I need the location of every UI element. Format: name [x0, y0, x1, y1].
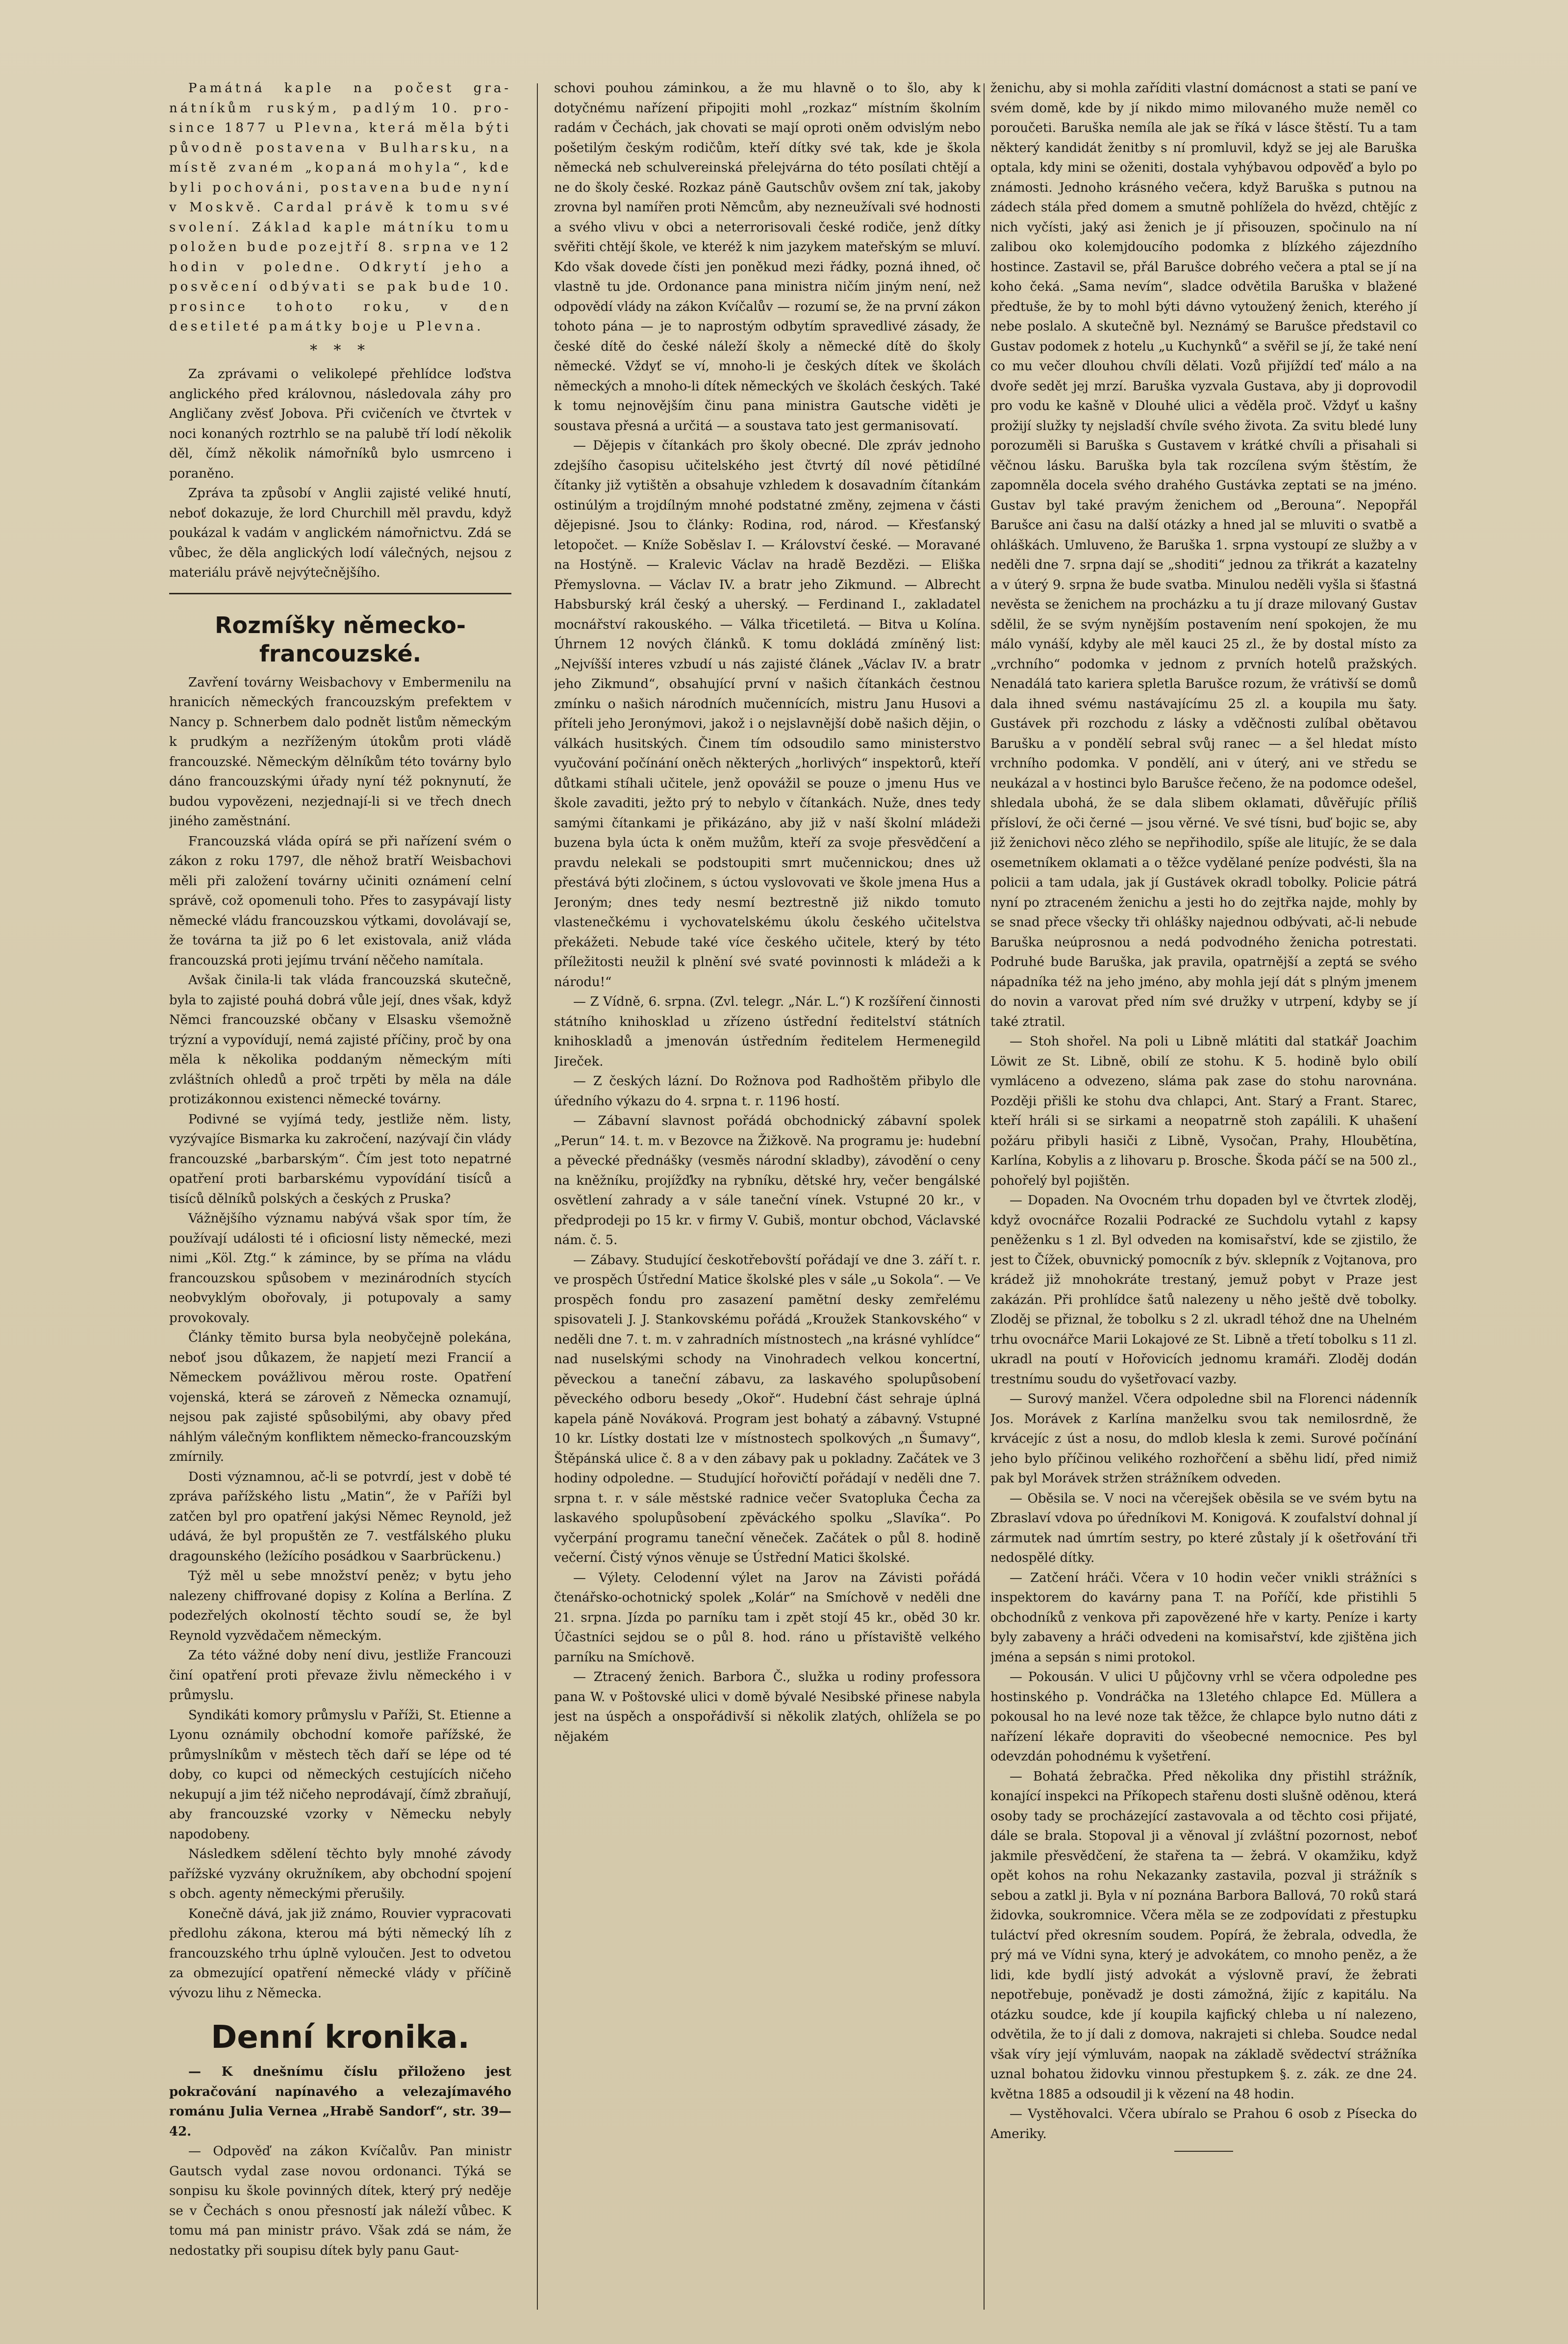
- end-rule: [1174, 2151, 1233, 2152]
- paragraph-english-fleet-cont: Zpráva ta způsobí v Anglii zajisté veliké hnutí, neboť dokazuje, že lord Churchill měl pravdu, když poukázal k vadám v anglickém námořnictvu. Zdá se vůbec, že děla anglických lodí válečných, nejsou z materiálu právě nejvýtečnějšího.: [169, 486, 511, 580]
- section-divider-stars: * * *: [309, 341, 371, 359]
- article-paragraph: Vážnějšího významu nabývá však spor tím, že používají události té i oficiosní listy německé, mezi nimi „Köl. Ztg.“ k zámince, by se příma na vládu francouzskou spůsobem v mezinárodních stycích neobvyklým obořovaly, ji potupovaly a samy provokovaly.: [169, 1211, 511, 1325]
- article-paragraph: Syndikáti komory průmyslu v Paříži, St. Etienne a Lyonu oznámily obchodní komoře pařížské, že průmyslníkům v městech těch daří se lépe od té doby, co kupci od německých cestujících ničeho nekupují a jim též ničeho neprodávají, čímž zbraňují, aby francouzské vzorky v Německu nebyly napodobeny.: [169, 1707, 511, 1842]
- section-heading-daily-chronicle: Denní kronika.: [211, 2019, 470, 2056]
- article-paragraph: Články těmito bursa byla neobyčejně polekána, neboť jsou důkazem, že napjetí mezi Francií a Německem povážlivou měrou roste. Opatření vojenská, která se zároveň z Německa oznamují, nejsou pak zajisté spůsobilými, aby obavy před náhlým válečným konfliktem německo-francouzským zmírnily.: [169, 1330, 511, 1464]
- article-paragraph: — Vystěhovalci. Včera ubíralo se Prahou 6 osob z Písecka do Ameriky.: [990, 2107, 1417, 2141]
- separator-rule: [169, 593, 511, 594]
- article-paragraph: — Odpověď na zákon Kvíčalův. Pan ministr Gautsch vydal zase novou ordonanci. Týká se sonpisu ku škole povinných dítek, který prý neděje se v Čechách s onou přesností jak náleží vůbec. K tomu má pan ministr právo. Však zdá se nám, že nedostatky při soupisu dítek byly panu Gaut-: [169, 2144, 511, 2258]
- paragraph-plevna-chapel: Památná kaple na počest gra-nátníkům ruským, padlým 10. pro-since 1877 u Plevna, která měla býti původně postavena v Bulharsku, na místě zvaném „kopaná mohyla“, kde byli pochováni, postavena bude nyní v Moskvě. Cardal právě k tomu své svolení. Základ kaple mátníku tomu položen bude pozejtří 8. srpna ve 12 hodin v poledne. Odkrytí jeho a posvěcení odbývati se pak bude 10. prosince tohoto roku, v den desetileté památky boje u Plevna.: [169, 81, 511, 334]
- article-paragraph: — Surový manžel. Včera odpoledne sbil na Florenci nádenník Jos. Morávek z Karlína manželku svou tak nemilosrdně, že krvácejíc z úst a nosu, do mdlob klesla k zemi. Surové počínání jeho bylo příčinou velikého rozhořčení a sběhu lidí, před nimiž pak byl Morávek stržen strážníkem odveden.: [990, 1392, 1417, 1486]
- article-paragraph: — Pokousán. V ulici U půjčovny vrhl se včera odpoledne pes hostinského p. Vondráčka na 13letého chlapce Ed. Müllera a pokousal ho na levé noze tak těžce, že chlapce bylo nutno dáti z nařízení lékaře dopraviti do všeobecné nemocnice. Pes byl odevzdán pohodnému k vyšetření.: [990, 1670, 1417, 1764]
- article-paragraph: Dosti významnou, ač-li se potvrdí, jest v době té zpráva pařížského listu „Matin“, že v Paříži byl zatčen byl pro opatření jakýsi Němec Reynold, jež udává, že byl propuštěn ze 7. vestfálského pluku dragounského (ležícího posádkou v Saarbrückenu.): [169, 1469, 511, 1564]
- article-paragraph: Za této vážné doby není divu, jestliže Francouzi činí opatření proti převaze živlu německého i v průmyslu.: [169, 1648, 511, 1703]
- article-paragraph: — Bohatá žebračka. Před několika dny přistihl strážník, konající inspekci na Příkopech stařenu dosti slušně oděnou, která osoby tady se procházející zastavovala a od těchto cosi přijaté, dále se brala. Stopoval ji a věnoval jí zvláštní pozornost, neboť jakmile přesvědčení, že stařena ta — žebrá. V okamžiku, když opět kohos na rohu Nekazanky zastavila, pozval ji strážník s sebou a zatkl ji. Byla v ní poznána Barbora Ballová, 70 roků stará židovka, soukromnice. Včera měla se ze zodpovídati z přestupku tuláctví před okresním soudem. Popírá, že žebrala, odvedla, že prý má ve Vídni syna, který je advokátem, co mnoho peněz, a že lidi, kde bydlí jistý advokát a výslovně praví, že žebrati nepotřebuje, poněvadž je dosti zámožná, žijíc z kapitálu. Na otázku soudce, kde jí koupila kajfický chleba u ní nalezeno, odvětila, že to jí dali z domova, nakrajeti si chleba. Soudce nedal však víry její výmluvám, naopak na základě svědectví strážníka uznal bohatou židovku vinnou přestupkem §. z. zák. ze dne 24. května 1885 a odsoudil ji k vězení na 48 hodin.: [990, 1769, 1417, 2102]
- column-rule: [537, 83, 538, 2310]
- article-paragraph: — Výlety. Celodenní výlet na Jarov na Závisti pořádá čtenářsko-ochotnický spolek „Kolár“ na Smíchově v neděli dne 21. srpna. Jízda po parníku tam i zpět stojí 45 kr., oběd 30 kr. Účastníci sejdou se o půl 8. hod. ráno u přístaviště velkého parníku na Smíchově.: [554, 1570, 981, 1665]
- column-2: [554, 78, 981, 2315]
- article-paragraph: — Dějepis v čítankách pro školy obecné. Dle zpráv jednoho zdejšího časopisu učitelského jest čtvrtý díl nové pětidílné čítanky již vytištěn a obsahuje vzhledem k dosavadním čítankám ostinúlým a trojdílným mnohé podstatné změny, zejmena v části dějepisné. Jsou to články: Rodina, rod, národ. — Křesťanský letopočet. — Kníže Soběslav I. — Království české. — Moravané na Hostýně. — Kralevic Václav na hradě Bezdězi. — Eliška Přemyslovna. — Václav IV. a bratr jeho Zikmund. — Albrecht Habsburský král český a uherský. — Ferdinand I., zakladatel mocnářství rakouského. — Válka třicetiletá. — Bitva u Kolína. Úhrnem 12 nových článků. K tomu dokládá zmíněný list: „Nejvíšší interes vzbudí u nás zajisté článek „Václav IV. a bratr jeho Zikmund“, obsahující první v našich čítankách čestnou zmínku o našich národních mučennících, mistru Janu Husovi a příteli jeho Jeronýmovi, jakož i o nejslavnější době našich dějin, o válkách husitských. Činem tím odsoudilo samo ministerstvo vyučování počínání oněch některých „horlivých“ inspektorů, kteří důtkami stíhali učitele, jenž opovážil se pouze o jmenu Hus ve škole zavaditi, ježto prý to nebylo v čítankách. Nuže, dnes tedy samými čítankami je přikázáno, aby již v naší školní mládeži buzena byla úcta k oněm mužům, kteří za svoje přesvědčení a pravdu nelekali se podstoupiti smrt mučennickou; dnes už přestává býti zločinem, s úctou vyslovovati ve škole jmena Hus a Jeroným; dnes tedy nesmí beztrestně již nikdo tomuto vlastenečkému i vychovatelskému úkolu českého učitelstva překážeti. Nebude také více českého učitele, který by této příležitosti neužil k plnění své svaté povinnosti k mládeži a k národu!“: [554, 438, 981, 990]
- article-paragraph: Následkem sdělení těchto byly mnohé závody pařížské vyzvány okružníkem, aby obchodní spojení s obch. agenty německými přerušily.: [169, 1847, 511, 1901]
- article-paragraph: Avšak činila-li tak vláda francouzská skutečně, byla to zajisté pouhá dobrá vůle její, dnes však, když Němci francouzské občany v Elsasku všemožně trýzní a vypovídují, nemá zajisté příčiny, proč by ona měla k několika poddaným německým míti zvláštních ohledů a proč trpěti by měla na dále protizákonnou existenci německé továrny.: [169, 973, 511, 1107]
- column-3: [990, 78, 1417, 2315]
- article-paragraph: — Dopaden. Na Ovocném trhu dopaden byl ve čtvrtek zloděj, když ovocnářce Rozalii Podracké ze Suchdolu vytahl z kapsy peněženku s 1 zl. Byl odveden na komisařství, kde se zjistilo, že jest to Čížek, obuvnický pomocník z býv. sklepník z Vojtanova, pro krádež již mnohokráte trestaný, jemuž pobyt v Praze jest zakázán. Při prohlídce šatů nalezeny u něho ještě dvě tobolky. Zloděj se přiznal, že tobolku s 2 zl. ukradl téhož dne na Uhelném trhu ovocnářce Marii Lokajové ze St. Libně a třetí tobolku s 11 zl. ukradl na poutí v Hořovicích jednomu kramáři. Zloděj dodán trestnímu soudu do vyšetřovací vazby.: [990, 1193, 1417, 1387]
- article-paragraph: — Oběsila se. V noci na včerejšek oběsila se ve svém bytu na Zbraslaví vdova po úředníkovi M. Konigová. K zoufalství dohnal jí zármutek nad úmrtím sestry, po které zůstaly jí k ošetřování tři nedospělé dítky.: [990, 1491, 1417, 1565]
- article-paragraph: — Zábavní slavnost pořádá obchodnický zábavní spolek „Perun“ 14. t. m. v Bezovce na Žižkově. Na programu je: hudební a pěvecké přednášky (vesměs národní skladby), závodění o ceny na kněžníku, projížďky na rybníku, dětské hry, večer bengálské osvětlení zahrady a v sále taneční vínek. Vstupné 20 kr., v předprodeji po 15 kr. v firmy V. Gubiš, montur obchod, Václavské nám. č. 5.: [554, 1114, 981, 1248]
- section-heading-franco-german: Rozmíšky německo-francouzské.: [215, 611, 466, 667]
- article-paragraph: Zavření továrny Weisbachovy v Embermenilu na hranicích německých francouzským prefektem v Nancy p. Schnerbem dalo podnět listům německým k prudkým a nezříženým útokům proti vládě francouzské. Německým dělníkům této továrny bylo dáno francouzskými úřady nyní též poknynutí, že budou vypovězeni, nezjednají-li si ve třech dnech jiného zaměstnání.: [169, 675, 511, 829]
- article-paragraph: Francouzská vláda opírá se při nařízení svém o zákon z roku 1797, dle něhož bratří Weisbachovi měli při založení továrny učiniti oznámení celní správě, což opomenuli toho. Přes to zasypávají listy německé vládu francouzskou výtkami, dovolávají se, že továrna ta již po 6 let existovala, aniž vláda francouzská proti jejímu trvání něčeho namítala.: [169, 834, 511, 968]
- novel-supplement-notice: — K dnešnímu číslu přiloženo jest pokračování napínavého a velezajímavého románu Julia Vernea „Hrabě Sandorf“, str. 39—42.: [169, 2064, 511, 2139]
- article-paragraph: schovi pouhou záminkou, a že mu hlavně o to šlo, aby k dotyčnému nařízení připojiti mohl „rozkaz“ místním školním radám v Čechách, jak chovati se mají oproti oněm odvislým nebo pošetilým českým rodičům, kteří dítky své tak, kde je škola německá neb schulvereinská přelejvárna do této posílati chtějí a ne do školy české. Rozkaz páně Gautschův ovšem zní tak, jakoby zrovna byl namířen proti Němcům, aby nezneužívali své hodnosti a svého vlivu v obci a neterrorisovali české rodiče, jenž dítky svěřiti chtějí škole, ve kteréž k nim jazykem mateřským se mluví. Kdo však dovede čísti jen poněkud mezi řádky, pozná ihned, oč vlastně tu jde. Ordonance pana ministra ničím jiným není, než odpovědí vlády na zákon Kvíčalův — rozumí se, že na první zákon tohoto pána — je to naprostým odbytím spravedlivé zásady, že české dítě do české náleží školy a německé dítě do školy německé. Vždyť se ví, mnoho-li je českých dítek ve školách německých a mnoho-li dítek německých ve školách českých. Také k tomu nejnovějším činu pana ministra Gautsche viděti je soustava přesná a určitá — a soustava tato jest germanisovatí.: [554, 81, 981, 433]
- article-paragraph: Konečně dává, jak již známo, Rouvier vypracovati předlohu zákona, kterou má býti německý líh z francouzského trhu úplně vyloučen. Jest to odvetou za obmezující opatření německé vlády v příčině vývozu lihu z Německa.: [169, 1906, 511, 2001]
- article-paragraph: — Ztracený ženich. Barbora Č., služka u rodiny professora pana W. v Poštovské ulici v domě bývalé Nesibské přinese nabyla jest na úspěch a onspořádivší si několik zlatých, ohlížela se po nějakém: [554, 1670, 981, 1744]
- column-1: [169, 78, 511, 2315]
- article-paragraph: Týž měl u sebe množství peněz; v bytu jeho nalezeny chiffrované dopisy z Kolína a Berlína. Z podezřelých okolností těchto soudí se, že byl Reynold vyzvědačem německým.: [169, 1569, 511, 1643]
- article-paragraph: — Zatčení hráči. Včera v 10 hodin večer vnikli strážníci s inspektorem do kavárny pana T. na Poříčí, kde přistihli 5 obchodníků z venkova při zapovězené hře v karty. Peníze i karty byly zabaveny a hráči odvedeni na komisařství, kde zjištěna jich jména a sepsán s nimi protokol.: [990, 1570, 1417, 1665]
- column-rule: [984, 83, 985, 2310]
- article-paragraph: ženichu, aby si mohla zaříditi vlastní domácnost a stati se paní ve svém domě, kde by jí nikdo mimo milovaného muže neměl co poroučeti. Baruška nemíla ale jak se říká v lásce štěstí. Tu a tam některý kandidát ženitby s ní promluvil, když se jej ale Baruška optala, kdy mini se oženiti, dostala vyhýbavou odpověď a bylo po známosti. Jednoho krásného večera, když Baruška s putnou na zádech stála před domem a smutně pohlížela do hvězd, chtějíc z nich vyčísti, jaký asi ženich je jí přisouzen, spočinulo na ní zalibou oko kolemjdoucího podomka z blízkého zájezdního hostince. Zastavil se, přál Barušce dobrého večera a ptal se jí na koho čeká. „Sama nevím“, sladce odvětila Baruška v blažené předtuše, že by to mohl býti dávno vytoužený ženich, kterého jí nebe poslalo. A skutečně byl. Neznámý se Barušce představil co Gustav podomek z hotelu „u Kuchynků“ a svěřil se jí, že také není co mu večer dlouhou chvíli dělati. Vozů přijíždí teď málo a na dvoře sedět jej mrzí. Baruška vyzvala Gustava, aby ji doprovodil pro vodu ke kašně v Dlouhé ulici a věděla proč. Vždyť u kašny prožijí služky ty nejsladší chvíle svého života. Za svitu bledé luny porozuměli si Baruška s Gustavem v krátké chvíli a přisahali si věčnou lásku. Baruška byla tak rozcílena svým štěstím, že zapomněla docela svého drahého Gustávka zeptati se na jméno. Gustav byl také pravým ženichem od „Berouna“. Nepopřál Barušce ani času na další otázky a hned jal se mluviti o svatbě a ohláškách. Umluveno, že Baruška 1. srpna vystoupí ze služby a v neděli dne 7. srpna dají se „shoditi“ jednou za třikrát a kazatelny a v úterý 9. srpna že bude svatba. Minulou neděli vyšla si šťastná nevěsta se ženichem na procházku a tu jí draze milovaný Gustav sdělil, že se svým nynějším postavením není spokojen, že mu málo vynáší, kdyby ale měl kauci 25 zl., že by dostal místo za „vrchního“ podomka v jednom z prvních hotelů pražských. Nenadálá tato kariera spletla Barušce rozum, že vrátivší se domů dala ihned svému nastávajícímu 25 zl. a koupila mu šaty. Gustávek při rozchodu z lásky a vděčnosti zulíbal obětavou Barušku a v pondělí sebral svůj ranec — a šel hledat místo vrchního podomka. V pondělí, ani v úterý, ani ve středu se neukázal a v hostinci bylo Barušce řečeno, že na podomce odešel, shledala ubohá, že se dala slibem oklamati, důvěřujíc příliš přísloví, že oči černé — jsou věrné. Ve své tísni, buď bojic se, aby již ženichovi něco zlého se nepřihodilo, spíše ale litujíc, že se dala osemetníkem oklamati a o těžce vydělané peníze podvésti, šla na policii a tam udala, jak jí Gustávek okradl tobolky. Policie pátrá nyní po ztraceném ženichu a jesti ho do zejtřka najde, mohly by se snad přece všecky tři ohlášky najednou odbývati, ač-li nebude Baruška neúprosnou a nedá podvodného ženicha potrestati. Podruhé bude Baruška, jak pravila, opatrnější a zeptá se svého nápadníka též na jeho jméno, aby mohla její dát s plným jmenem do novin a varovat před ním své družky v utrpení, kdyby se jí také ztratil.: [990, 81, 1417, 1029]
- article-paragraph: — Zábavy. Studující českotřebovští pořádají ve dne 3. září t. r. ve prospěch Ústřední Matice školské ples v sále „u Sokola“. — Ve prospěch fondu pro zasazení pamětní desky zemřelému spisovateli J. J. Stankovskému pořádá „Kroužek Stankovského“ v neděli dne 7. t. m. v zahradních místnostech „na krásné vyhlídce“ nad nuselskými schody na Vinohradech velkou koncertní, pěveckou a taneční zábavu, za laskavého spolupůsobení pěveckého odboru besedy „Okoř“. Hudební část sehraje úplná kapela páně Nováková. Program jest bohatý a zábavný. Vstupné 10 kr. Lístky dostati lze v místnostech spolkových „n Šumavy“, Štěpánská ulice č. 8 a v den zábavy pak u pokladny. Začátek ve 3 hodiny odpoledne. — Studující hořovičtí pořádají v neděli dne 7. srpna t. r. v sále městské radnice večer Svatopluka Čecha za laskavého spolupůsobení zpěváckého spolku „Slavíka“. Po vyčerpání programu taneční věneček. Začátek o půl 8. hodině večerní. Čistý výnos věnuje se Ústřední Matici školské.: [554, 1252, 981, 1565]
- paragraph-english-fleet: Za zprávami o velikolepé přehlídce loďstva anglického před královnou, následovala záhy pro Angličany zvěsť Jobova. Při cvičeních ve čtvrtek v noci konaných roztrhlo se na palubě tří lodí několik děl, čímž několik námořníků bylo usmrceno i poraněno.: [169, 367, 511, 481]
- article-paragraph: Podivné se vyjímá tedy, jestliže něm. listy, vyzývajíce Bismarka ku zakročení, nazývají čin vlády francouzské „barbarským“. Čím jest toto nepatrné opatření proti barbarskému vypovídání tisíců a tisíců dělníků polských a českých z Pruska?: [169, 1112, 511, 1206]
- article-paragraph: — Z Vídně, 6. srpna. (Zvl. telegr. „Nár. L.“) K rozšíření činnosti státního knihosklad u zřízeno ústřední ředitelství státních knihoskladů a jmenován ústředním ředitelem Hermenegild Jireček.: [554, 994, 981, 1069]
- article-paragraph: — Stoh shořel. Na poli u Libně mlátiti dal statkář Joachim Löwit ze St. Libně, obilí ze stohu. K 5. hodině bylo obilí vymláceno a odvezeno, sláma pak zase do stohu narovnána. Později přišli ke stohu dva chlapci, Ant. Starý a Frant. Starec, kteří hráli si se sirkami a neopatrně stoh zapálili. K uhašení požáru přibyli hasiči z Libně, Vysočan, Prahy, Hloubětína, Karlína, Kobylis a z lihovaru p. Brosche. Škoda páčí se na 500 zl., pohořelý byl pojištěn.: [990, 1034, 1417, 1188]
- article-paragraph: — Z českých lázní. Do Rožnova pod Radhoštěm přibylo dle úředního výkazu do 4. srpna t. r. 1196 hostí.: [554, 1074, 981, 1109]
